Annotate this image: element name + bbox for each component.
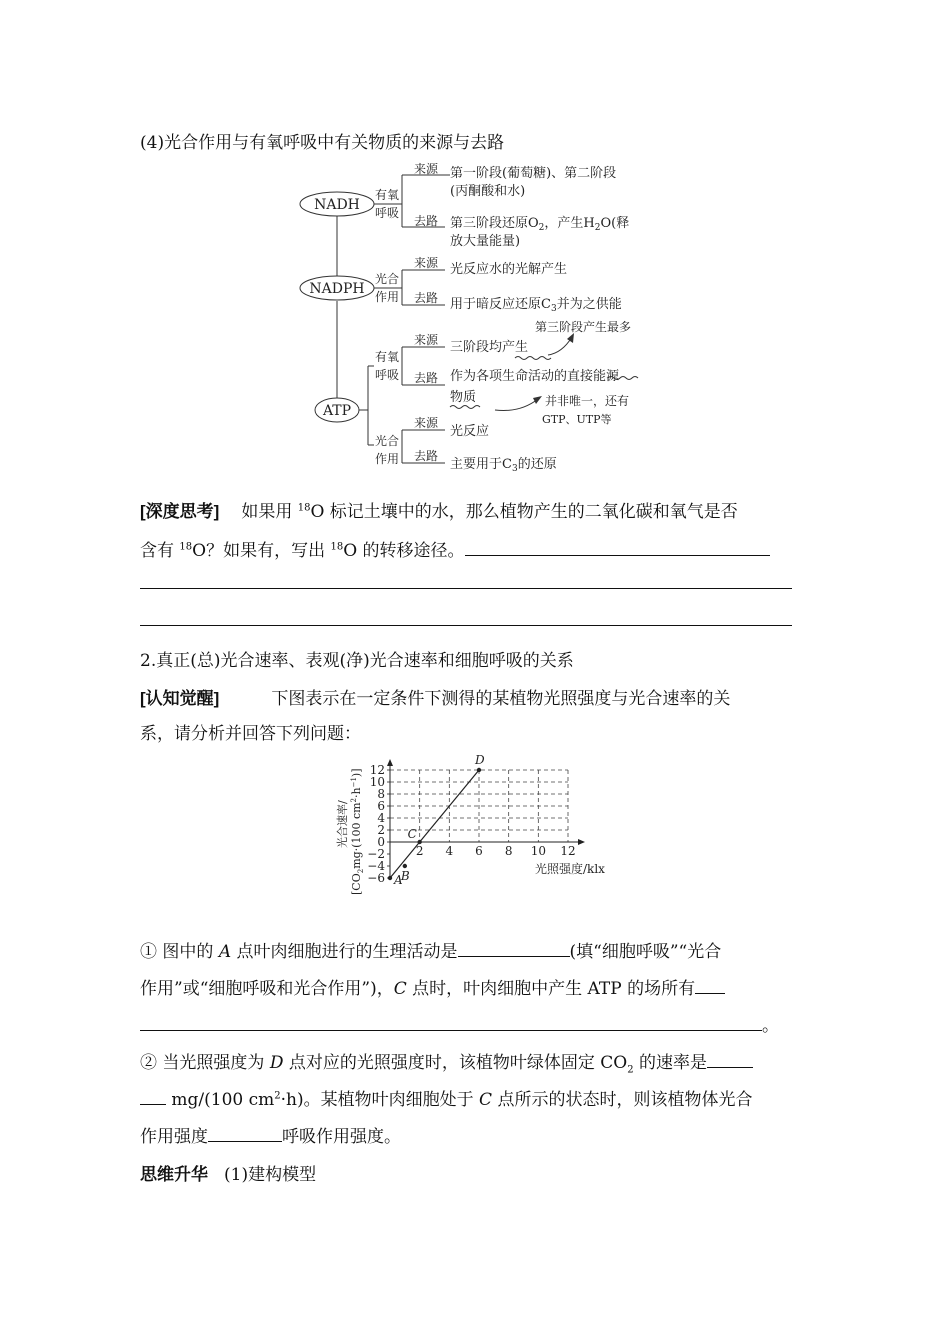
q2-text-5: ·h)。某植物叶肉细胞处于 (280, 1090, 480, 1110)
sup-18: 18 (179, 541, 193, 553)
atp-photo-source-text: 光反应 (450, 424, 490, 439)
point-c-ref: C (479, 1090, 493, 1110)
heading-4: (4)光合作用与有氧呼吸中有关物质的来源与去路 (140, 133, 505, 153)
answer-blank[interactable] (707, 1053, 753, 1068)
awareness-line-2: 系，请分析并回答下列问题： (140, 724, 361, 744)
q1-text-4: 作用”或“细胞呼吸和光合作用”)， (140, 979, 394, 999)
y-tick-label: −2 (367, 847, 385, 861)
q2-text-1: 当光照强度为 (157, 1053, 270, 1073)
data-point-d (477, 768, 481, 772)
data-point-b (403, 864, 407, 868)
y-axis-label-2: [$CO_2mg\cdot(100$ $cm^2\cdot h^{-1}$)] (350, 768, 365, 895)
nadph-source-text: 光反应水的光解产生 (450, 262, 568, 277)
deep-thinking-tag: [深度思考] (140, 502, 220, 521)
dest-label: 去路 (414, 214, 439, 228)
y-tick-label: 12 (369, 763, 385, 777)
series-line (390, 770, 479, 878)
atp-photo-label-1: 光合 (375, 434, 400, 448)
point-d-ref: D (269, 1053, 284, 1073)
q1-text-2: 点叶肉细胞进行的生理活动是 (231, 942, 458, 962)
q2-text-6: 点所示的状态时，则该植物体光合 (492, 1090, 753, 1110)
q1-text-1: 图中的 (157, 942, 219, 962)
source-label: 来源 (414, 333, 439, 347)
answer-blank[interactable] (695, 979, 725, 994)
y-axis-arrow (387, 759, 393, 766)
atp-aerobic-label-2: 呼吸 (375, 368, 400, 382)
x-axis-arrow (578, 839, 585, 845)
data-point-c (417, 840, 421, 844)
atp-aerobic-dest-text-1: 作为各项生命活动的直接能源 (450, 369, 620, 384)
y-tick-label: −4 (367, 859, 385, 873)
note-not-only: 并非唯一，还有 (545, 394, 630, 408)
q1-number: ① (140, 942, 157, 962)
deep-text-3: 含有 (140, 541, 174, 561)
note-third-stage-most: 第三阶段产生最多 (535, 320, 632, 334)
answer-blank[interactable] (140, 1090, 166, 1105)
deep-thinking-line-1 (140, 497, 738, 522)
q2-text-3: 的速率是 (633, 1053, 707, 1073)
awareness-tag: [认知觉醒] (140, 689, 220, 708)
awareness-line-1 (140, 684, 730, 709)
sub-2: 2 (627, 1064, 634, 1076)
nadph-photo-label-2: 作用 (375, 290, 400, 304)
nadh-label: NADH (314, 197, 360, 213)
answer-blank[interactable] (465, 541, 770, 556)
q1-text-3: (填“细胞呼吸”“光合 (569, 942, 722, 962)
point-label-b: B (400, 869, 410, 883)
q1-line-1 (140, 937, 721, 962)
source-destination-diagram (290, 155, 670, 480)
atp-aerobic-dest-text-2: 物质 (450, 390, 477, 405)
q2-line-3 (140, 1122, 401, 1147)
note-gtp-utp: GTP、UTP等 (542, 413, 612, 426)
q2-text-4: mg/(100 cm (166, 1090, 275, 1110)
source-label: 来源 (414, 162, 439, 176)
x-tick-label: 12 (560, 844, 576, 858)
y-tick-label: 6 (377, 799, 385, 813)
nadh-dest-text-2: 放大量能量) (450, 234, 521, 249)
answer-blank[interactable] (140, 1016, 762, 1031)
dest-label: 去路 (414, 291, 439, 305)
y-axis-label-1: 光合速率/ (336, 800, 349, 848)
chart-series (388, 753, 485, 887)
sublimate-text: (1)建构模型 (224, 1165, 317, 1185)
source-label: 来源 (414, 416, 439, 430)
source-label: 来源 (414, 256, 439, 270)
dest-label: 去路 (414, 371, 439, 385)
x-tick-label: 8 (504, 844, 513, 858)
y-tick-label: −6 (367, 871, 385, 885)
atp-aerobic-source-text: 三阶段均产生 (450, 340, 529, 355)
nadph-label: NADPH (309, 281, 365, 297)
q2-text-8: 呼吸作用强度。 (282, 1127, 401, 1147)
sublimate-line (140, 1160, 316, 1185)
atp-photo-label-2: 作用 (375, 452, 400, 466)
q2-number: ② (140, 1053, 157, 1073)
section-2-title: 2.真正(总)光合速率、表观(净)光合速率和细胞呼吸的关系 (140, 651, 574, 671)
y-tick-label: 0 (377, 835, 385, 849)
sublimate-tag: 思维升华 (140, 1165, 208, 1184)
nadh-aerobic-label-2: 呼吸 (375, 206, 400, 220)
q2-line-1 (140, 1048, 753, 1075)
sup-18: 18 (297, 502, 311, 514)
atp-aerobic-label-1: 有氧 (375, 350, 400, 364)
atp-photo-dest-text: 主要用于$C_3$的还原 (450, 457, 557, 474)
deep-text-2: O 标记土壤中的水，那么植物产生的二氧化碳和氧气是否 (310, 502, 738, 522)
light-photosynthesis-chart (330, 750, 650, 900)
answer-blank[interactable] (208, 1127, 282, 1142)
q1-line-3 (140, 1011, 779, 1036)
awareness-text-1: 下图表示在一定条件下测得的某植物光照强度与光合速率的关 (271, 689, 731, 709)
nadph-photo-label-1: 光合 (375, 272, 400, 286)
x-tick-label: 10 (530, 844, 546, 858)
atp-label: ATP (322, 403, 352, 419)
answer-line[interactable] (140, 625, 792, 626)
nadh-dest-text-1: 第三阶段还原$O_2$，产生$H_2O$(释 (450, 216, 630, 233)
x-tick-label: 4 (445, 844, 454, 858)
deep-text-4: O？如果有，写出 (192, 541, 326, 561)
point-c-ref: C (393, 979, 407, 999)
nadh-aerobic-label-1: 有氧 (375, 188, 400, 202)
nadh-source-text-2: (丙酮酸和水) (450, 184, 526, 199)
y-tick-label: 2 (377, 823, 385, 837)
answer-line[interactable] (140, 588, 792, 589)
sup-2: 2 (274, 1090, 281, 1102)
y-tick-label: 4 (377, 811, 385, 825)
sup-18: 18 (330, 541, 344, 553)
dest-label: 去路 (414, 449, 439, 463)
q1-text-6: 。 (762, 1016, 779, 1036)
point-label-c: C (407, 827, 417, 841)
x-tick-label: 2 (415, 844, 424, 858)
y-tick-label: 10 (369, 775, 385, 789)
nadph-dest-text: 用于暗反应还原$C_3$并为之供能 (450, 297, 622, 314)
nadh-source-text-1: 第一阶段(葡萄糖)、第二阶段 (450, 166, 617, 181)
q1-text-5: 点时，叶肉细胞中产生 ATP 的场所有 (406, 979, 696, 999)
y-tick-label: 8 (377, 787, 385, 801)
point-a-ref: A (218, 942, 232, 962)
point-label-a: A (394, 873, 403, 887)
deep-text-1: 如果用 (241, 502, 293, 522)
deep-thinking-line-2 (140, 536, 770, 561)
q2-text-2: 点对应的光照强度时，该植物叶绿体固定 CO (283, 1053, 628, 1073)
deep-text-5: O 的转移途径。 (343, 541, 465, 561)
q2-line-2 (140, 1085, 752, 1110)
data-point-a (388, 876, 392, 880)
x-axis-label: 光照强度/klx (535, 862, 605, 876)
answer-blank[interactable] (458, 942, 570, 957)
q2-text-7: 作用强度 (140, 1127, 208, 1147)
x-tick-label: 6 (475, 844, 483, 858)
point-label-d: D (475, 753, 485, 767)
q1-line-2 (140, 974, 725, 999)
